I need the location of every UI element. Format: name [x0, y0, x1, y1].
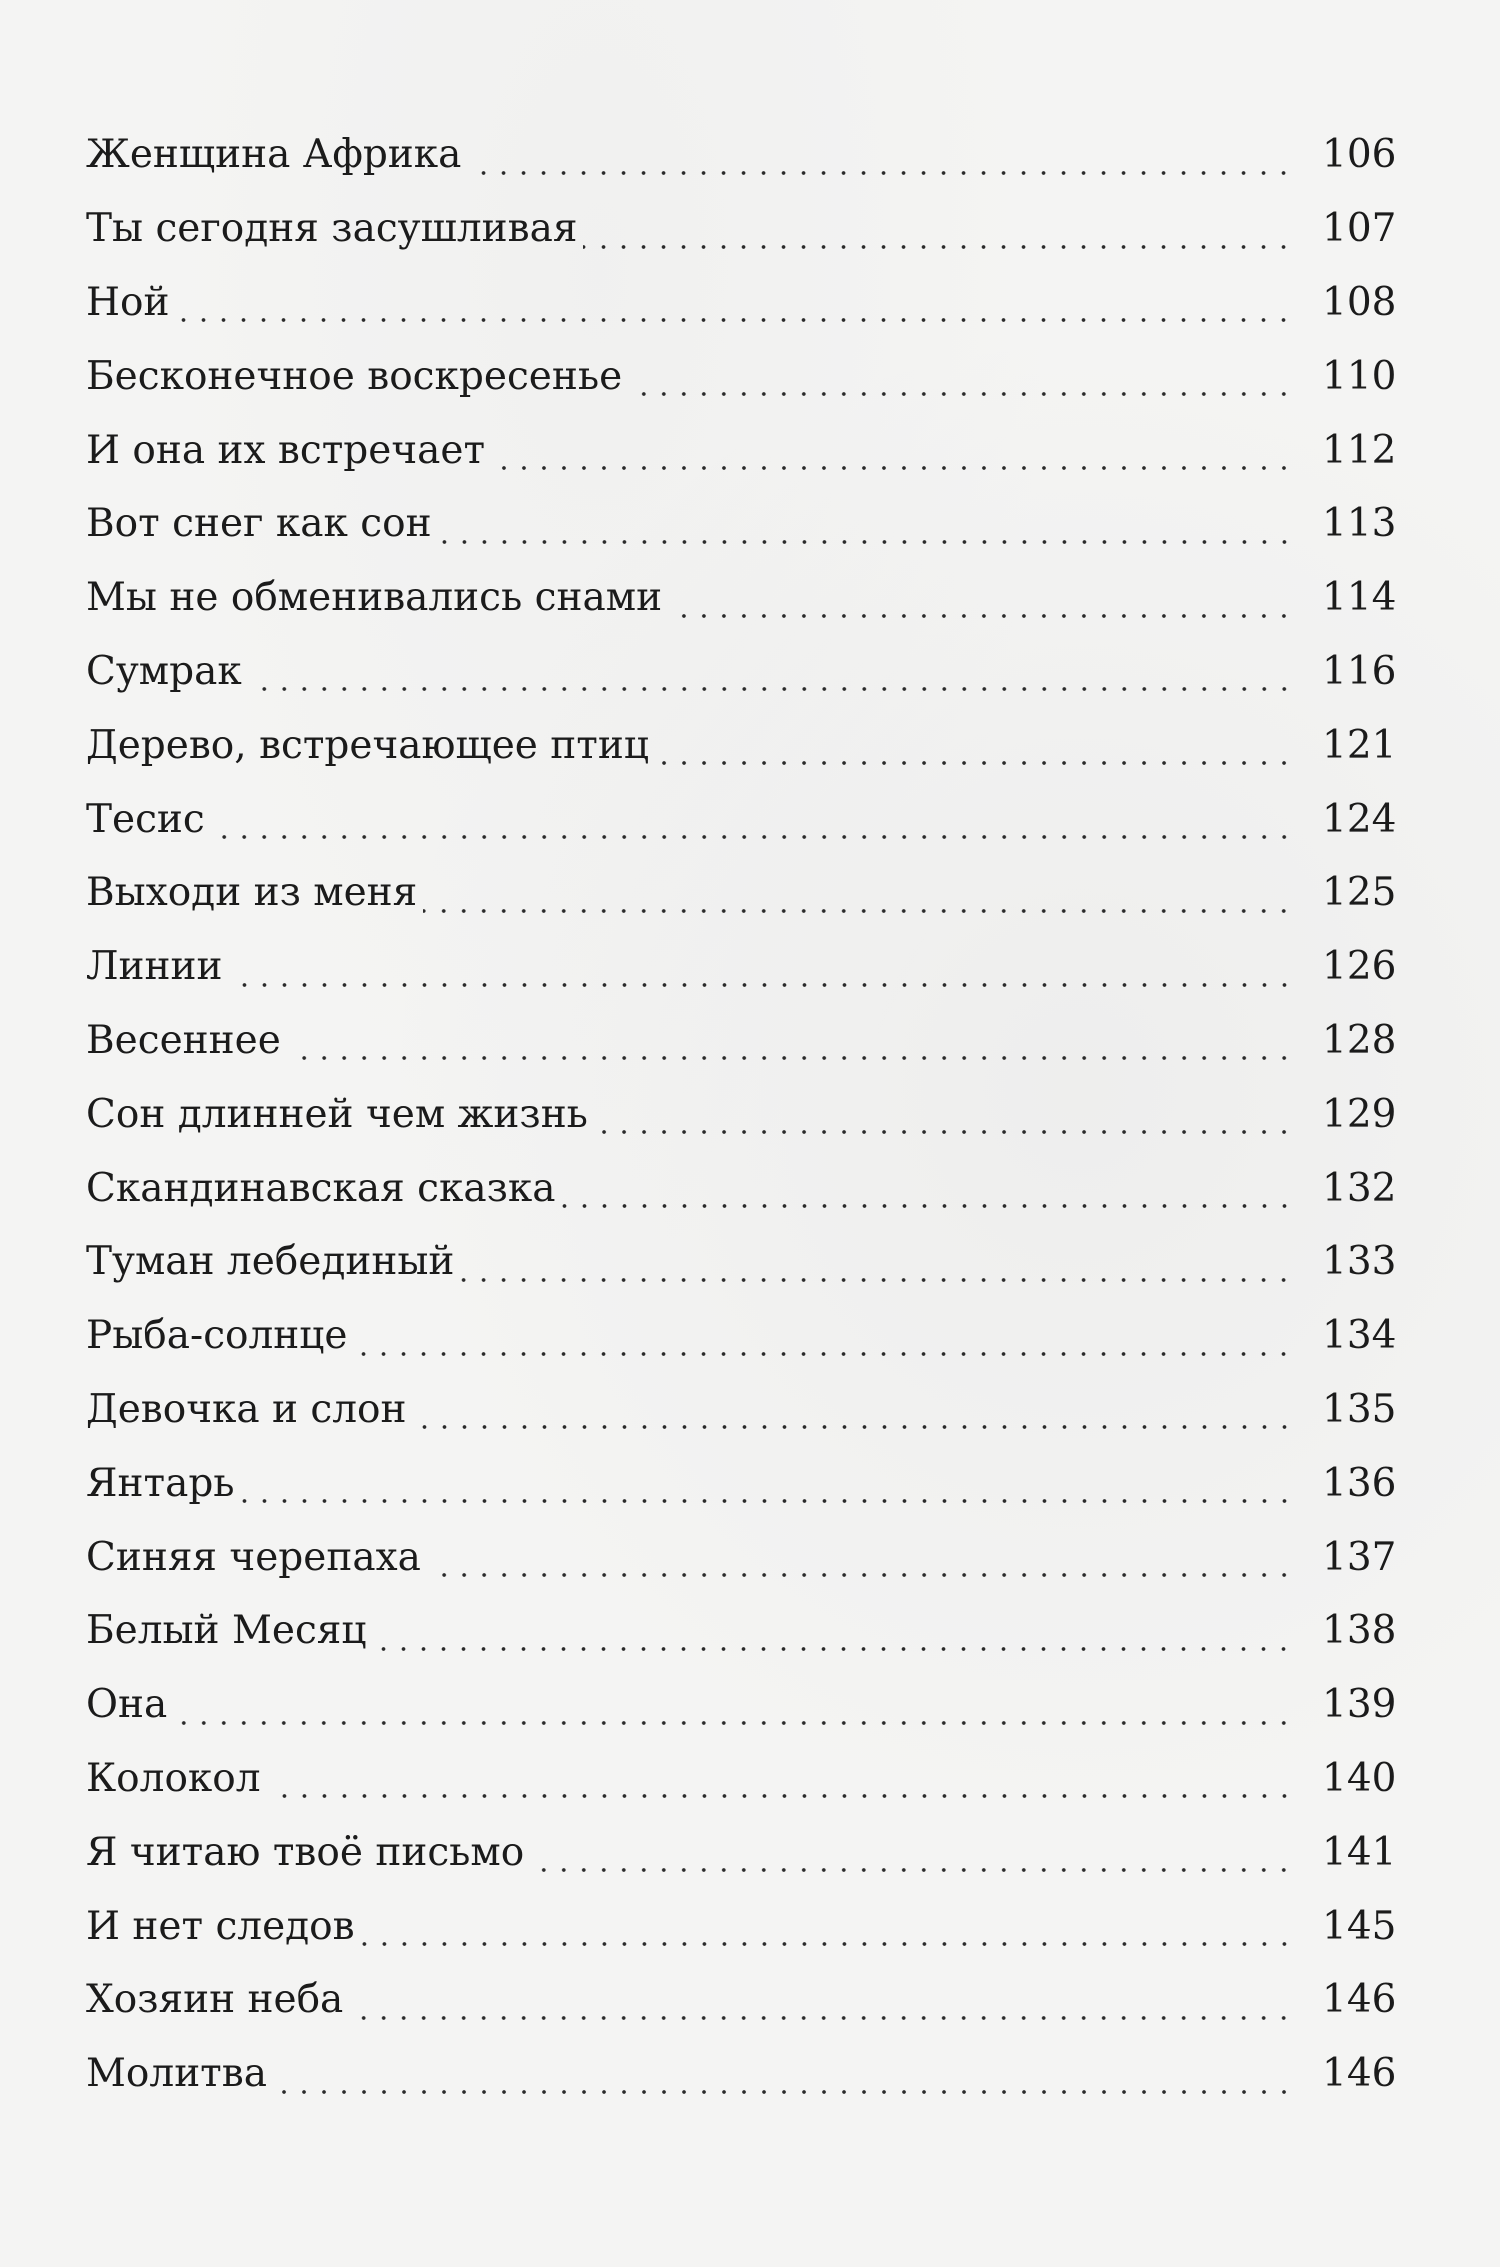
entry-page-number: 135: [1322, 1386, 1397, 1432]
entry-page-number: 134: [1322, 1313, 1397, 1359]
entry-page-number: 128: [1322, 1017, 1397, 1063]
toc-entry: [86, 1151, 1397, 1225]
dot-leader: [248, 684, 1294, 694]
entry-title: Выходи из меня: [86, 870, 418, 916]
dot-leader: [491, 463, 1294, 473]
dot-leader: [287, 1053, 1294, 1063]
entry-title: Сумрак: [86, 648, 242, 694]
dot-leader: [175, 315, 1294, 325]
dot-leader: [273, 2087, 1294, 2097]
toc-entry: [86, 487, 1397, 561]
toc-entry: [86, 1594, 1397, 1668]
dot-leader: [583, 242, 1294, 252]
dot-leader: [655, 758, 1294, 768]
entry-title: Белый Месяц: [86, 1608, 367, 1654]
entry-title: Вот снег как сон: [86, 501, 432, 547]
toc-entry: [86, 1077, 1397, 1151]
dot-leader: [423, 906, 1294, 916]
entry-title: Хозяин неба: [86, 1977, 344, 2023]
entry-title: Она: [86, 1682, 168, 1728]
entry-title: Весеннее: [86, 1017, 281, 1063]
toc-entry: [86, 266, 1397, 340]
entry-page-number: 106: [1322, 132, 1397, 178]
dot-leader: [562, 1201, 1294, 1211]
entry-page-number: 140: [1322, 1755, 1397, 1801]
dot-leader: [211, 832, 1294, 842]
dot-leader: [353, 1349, 1294, 1359]
entry-page-number: 137: [1322, 1534, 1397, 1580]
dot-leader: [438, 537, 1294, 547]
dot-leader: [427, 1570, 1294, 1580]
entry-title: Мы не обменивались снами: [86, 575, 663, 621]
dot-leader: [241, 1496, 1294, 1506]
entry-title: Туман лебединый: [86, 1239, 455, 1285]
entry-title: Тесис: [86, 796, 205, 842]
dot-leader: [668, 611, 1294, 621]
toc-entry: [86, 1446, 1397, 1520]
dot-leader: [361, 1939, 1294, 1949]
toc-entry: [86, 1299, 1397, 1373]
toc-entry: [86, 1889, 1397, 1963]
entry-title: Ты сегодня засушливая: [86, 206, 578, 252]
entry-title: Линии: [86, 944, 223, 990]
toc-entry: [86, 708, 1397, 782]
toc-entry: [86, 635, 1397, 709]
toc-entry: [86, 856, 1397, 930]
entry-page-number: 121: [1322, 722, 1397, 768]
dot-leader: [530, 1865, 1294, 1875]
toc-entry: [86, 339, 1397, 413]
entry-page-number: 124: [1322, 796, 1397, 842]
dot-leader: [594, 1127, 1294, 1137]
dot-leader: [349, 2013, 1294, 2023]
toc-entry: [86, 1963, 1397, 2037]
entry-title: Скандинавская сказка: [86, 1165, 556, 1211]
entry-page-number: 146: [1322, 1977, 1397, 2023]
toc-entry: [86, 2037, 1397, 2111]
toc-entry: [86, 118, 1397, 192]
entry-page-number: 136: [1322, 1460, 1397, 1506]
entry-title: Девочка и слон: [86, 1386, 407, 1432]
toc-entry: [86, 1373, 1397, 1447]
entry-title: И нет следов: [86, 1903, 355, 1949]
entry-title: Сон длинней чем жизнь: [86, 1091, 588, 1137]
entry-title: Янтарь: [86, 1460, 235, 1506]
entry-page-number: 110: [1322, 353, 1397, 399]
entry-page-number: 126: [1322, 944, 1397, 990]
toc-entry: [86, 1668, 1397, 1742]
entry-title: Я читаю твоё письмо: [86, 1829, 525, 1875]
entry-page-number: 146: [1322, 2051, 1397, 2097]
toc-entry: [86, 782, 1397, 856]
entry-page-number: 116: [1322, 648, 1397, 694]
toc-entry: [86, 192, 1397, 266]
dot-leader: [467, 168, 1294, 178]
entry-page-number: 133: [1322, 1239, 1397, 1285]
dot-leader: [460, 1275, 1294, 1285]
entry-page-number: 145: [1322, 1903, 1397, 1949]
dot-leader: [267, 1791, 1294, 1801]
entry-page-number: 125: [1322, 870, 1397, 916]
entry-page-number: 129: [1322, 1091, 1397, 1137]
entry-title: Бесконечное воскресенье: [86, 353, 623, 399]
entry-title: Дерево, встречающее птиц: [86, 722, 649, 768]
entry-page-number: 138: [1322, 1608, 1397, 1654]
toc-entry: [86, 413, 1397, 487]
toc-entry: [86, 561, 1397, 635]
dot-leader: [413, 1422, 1294, 1432]
toc-entry: [86, 1520, 1397, 1594]
toc-entry: [86, 1225, 1397, 1299]
entry-title: Колокол: [86, 1755, 261, 1801]
entry-page-number: 113: [1322, 501, 1397, 547]
entry-title: Синяя черепаха: [86, 1534, 421, 1580]
toc-entry: [86, 1815, 1397, 1889]
dot-leader: [628, 389, 1294, 399]
entry-title: Ной: [86, 279, 170, 325]
entry-page-number: 139: [1322, 1682, 1397, 1728]
entry-page-number: 141: [1322, 1829, 1397, 1875]
entry-title: Рыба-солнце: [86, 1313, 348, 1359]
entry-title: Молитва: [86, 2051, 267, 2097]
entry-page-number: 108: [1322, 279, 1397, 325]
table-of-contents: [86, 118, 1397, 2111]
dot-leader: [173, 1718, 1294, 1728]
dot-leader: [372, 1644, 1294, 1654]
entry-page-number: 114: [1322, 575, 1397, 621]
toc-entry: [86, 1004, 1397, 1078]
toc-entry: [86, 1742, 1397, 1816]
entry-page-number: 107: [1322, 206, 1397, 252]
entry-title: И она их встречает: [86, 427, 486, 473]
entry-page-number: 112: [1322, 427, 1397, 473]
entry-page-number: 132: [1322, 1165, 1397, 1211]
entry-title: Женщина Африка: [86, 132, 462, 178]
dot-leader: [229, 980, 1294, 990]
toc-entry: [86, 930, 1397, 1004]
